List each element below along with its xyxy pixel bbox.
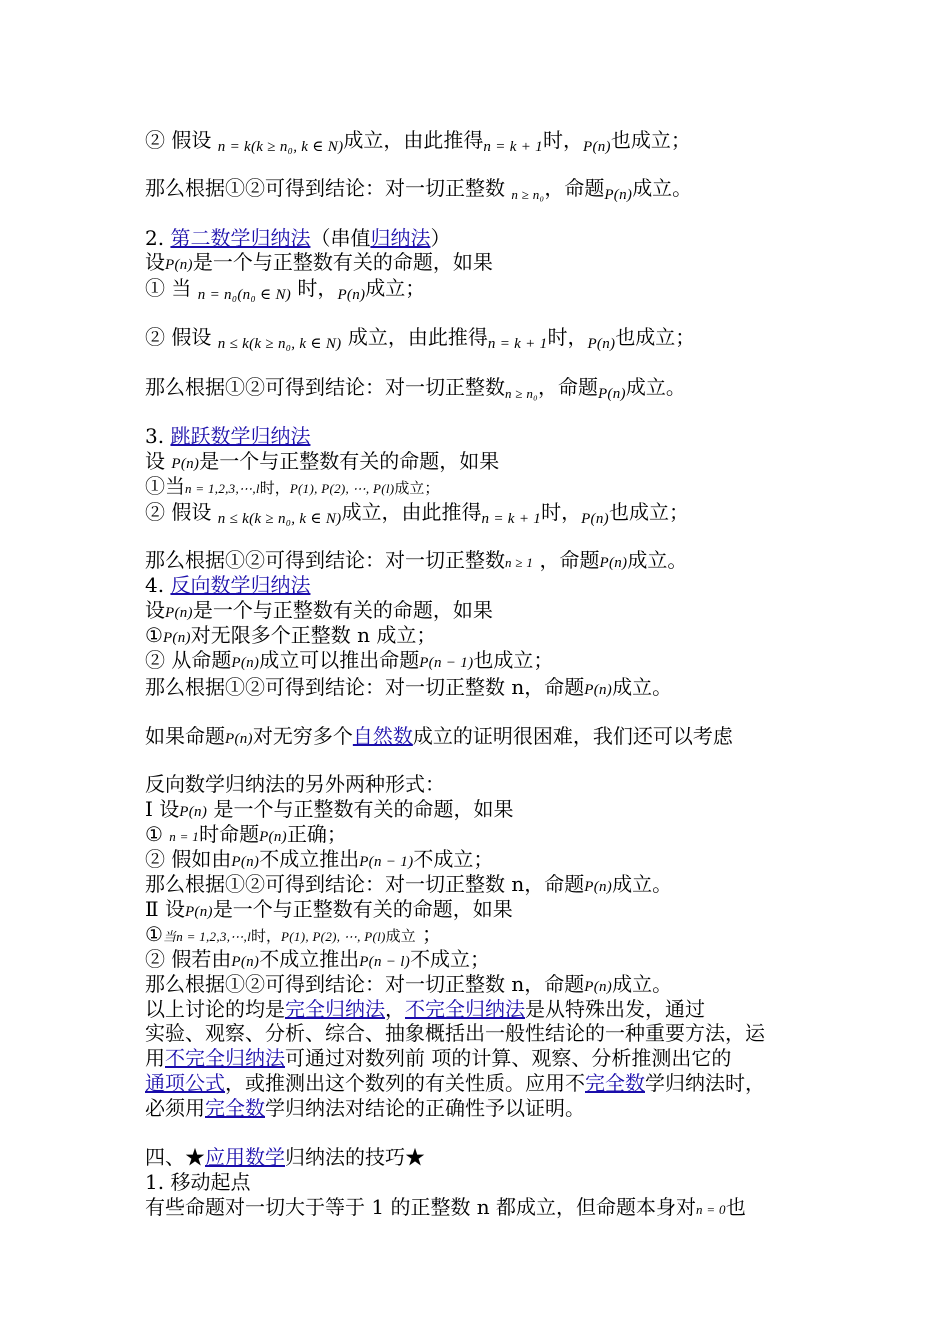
text-line xyxy=(145,675,825,702)
text-run: 是一个与正整数有关的命题，如果 xyxy=(192,598,493,622)
math-expression: P(n) xyxy=(337,287,366,303)
text-line xyxy=(145,500,825,527)
text-run: Ⅱ 设 xyxy=(145,897,185,921)
text-run: ①当 xyxy=(145,474,185,498)
text-run: ① xyxy=(145,922,163,946)
math-expression: P(n − 1) xyxy=(359,854,414,870)
text-run: 四、★ xyxy=(145,1145,205,1169)
text-run: 成立； xyxy=(394,479,440,497)
text-line xyxy=(145,972,825,999)
text-run: ② 假设 xyxy=(145,128,218,152)
text-run: 成立，由此推得 xyxy=(343,128,484,152)
math-expression: P(n) xyxy=(581,511,609,527)
text-line xyxy=(145,724,825,751)
text-line xyxy=(145,424,825,448)
text-run: ， xyxy=(385,997,405,1021)
text-run: 成立 xyxy=(385,927,416,945)
text-run: 成立。 xyxy=(612,675,673,699)
text-run: 成立； xyxy=(365,276,426,300)
math-expression: P(n) xyxy=(165,605,193,621)
math-expression: P(n) xyxy=(584,879,613,895)
text-run: 不成立； xyxy=(410,947,491,971)
text-run: 成立的证明很困难，我们还可以考虑 xyxy=(412,724,733,748)
text-run: 成立。 xyxy=(612,972,673,996)
text-run: 3. xyxy=(145,424,171,448)
text-run: 对无穷多个 xyxy=(252,724,353,748)
text-line xyxy=(145,1071,825,1095)
text-line xyxy=(145,325,825,352)
math-expression: P(n − l) xyxy=(359,954,411,970)
text-run: 不成立推出 xyxy=(259,847,360,871)
text-run: ； xyxy=(415,922,443,946)
math-expression: n ≤ k(k ≥ n₀, k ∈ N) xyxy=(217,336,342,352)
hyperlink[interactable]: 完全数 xyxy=(585,1071,645,1095)
math-expression: P(n) xyxy=(171,456,200,472)
math-expression: P(n) xyxy=(179,804,208,820)
hyperlink[interactable]: 第二数学归纳法 xyxy=(170,226,311,250)
math-expression: P(n) xyxy=(165,257,193,273)
text-run: 是从特殊出发，通过 xyxy=(525,997,705,1021)
text-run: ② 假若由 xyxy=(145,947,232,971)
text-run: ，命题 xyxy=(544,176,605,200)
text-run: 归纳法的技巧★ xyxy=(285,1145,425,1169)
text-line xyxy=(145,128,825,155)
text-run: 实验、观察、分析、综合、抽象概括出一般性结论的一种重要方法，运 xyxy=(145,1021,765,1045)
math-expression: P(n) xyxy=(225,731,253,747)
text-run: 成立。 xyxy=(625,375,686,399)
text-run: 设 xyxy=(145,598,165,622)
text-run: ② 假设 xyxy=(145,500,218,524)
text-line xyxy=(145,797,825,824)
math-expression: n ≥ n₀ xyxy=(511,187,545,202)
text-run: 成立可以推出命题 xyxy=(259,648,420,672)
text-run: 反向数学归纳法的另外两种形式： xyxy=(145,772,445,796)
text-run: 那么根据①②可得到结论：对一切正整数 xyxy=(145,548,505,572)
math-expression: n = k(k ≥ n₀, k ∈ N) xyxy=(217,139,344,155)
math-expression: P(n) xyxy=(231,655,260,671)
math-expression: 当n = 1,2,3,⋯,l xyxy=(162,929,252,944)
text-run: 也成立； xyxy=(615,325,696,349)
math-expression: n = k + 1 xyxy=(481,511,542,527)
text-line xyxy=(145,1195,825,1222)
text-run: ② 假设 xyxy=(145,325,218,349)
text-run: 成立。 xyxy=(632,176,693,200)
text-line xyxy=(145,573,825,597)
text-line xyxy=(145,598,825,625)
text-run: 学归纳法对结论的正确性予以证明。 xyxy=(265,1096,585,1120)
text-line xyxy=(145,276,825,303)
text-line xyxy=(145,648,825,675)
text-run: 必须用 xyxy=(145,1096,205,1120)
text-run: 1. 移动起点 xyxy=(145,1170,251,1194)
text-run: ① xyxy=(145,822,170,846)
math-expression: n = k + 1 xyxy=(487,336,548,352)
text-run: 是一个与正整数有关的命题，如果 xyxy=(207,797,514,821)
math-expression: P(1), P(2), ⋯, P(l) xyxy=(289,481,395,496)
text-line xyxy=(145,997,825,1021)
math-expression: n ≤ k(k ≥ n₀, k ∈ N) xyxy=(217,511,342,527)
text-run: ② 从命题 xyxy=(145,648,232,672)
hyperlink[interactable]: 自然数 xyxy=(352,724,413,748)
text-line xyxy=(145,897,825,924)
text-run: ，命题 xyxy=(533,548,600,572)
text-run: ① 当 xyxy=(145,276,198,300)
text-run: 设 xyxy=(145,449,172,473)
text-run: 时， xyxy=(259,479,290,497)
hyperlink[interactable]: 跳跃数学归纳法 xyxy=(170,424,311,448)
text-run: 成立，由此推得 xyxy=(341,500,482,524)
hyperlink[interactable]: 应用数学 xyxy=(205,1145,285,1169)
text-run: 用 xyxy=(145,1046,165,1070)
text-line xyxy=(145,922,825,949)
math-expression: P(n) xyxy=(587,336,616,352)
math-expression: n = 1 xyxy=(169,829,200,844)
math-expression: P(n) xyxy=(582,139,611,155)
text-line xyxy=(145,947,825,974)
text-run: 成立。 xyxy=(612,872,673,896)
math-expression: P(n) xyxy=(599,555,628,571)
text-run: ） xyxy=(430,226,451,250)
text-run: 那么根据①②可得到结论：对一切正整数 n，命题 xyxy=(145,872,585,896)
text-run: ② 假如由 xyxy=(145,847,232,871)
text-run: 2. xyxy=(145,226,171,250)
text-run: 时， xyxy=(542,128,583,152)
text-run: 成立。 xyxy=(627,548,688,572)
hyperlink[interactable]: 归纳法 xyxy=(370,226,431,250)
hyperlink[interactable]: 反向数学归纳法 xyxy=(170,573,311,597)
math-expression: n ≥ 1 xyxy=(505,555,534,570)
text-run: 那么根据①②可得到结论：对一切正整数 xyxy=(145,176,512,200)
math-expression: P(1), P(2), ⋯, P(l) xyxy=(281,929,386,944)
math-expression: P(n) xyxy=(162,630,191,646)
hyperlink[interactable]: 完全数 xyxy=(205,1096,265,1120)
text-line xyxy=(145,250,825,277)
hyperlink[interactable]: 不完全归纳法 xyxy=(165,1046,285,1070)
text-run: 不成立； xyxy=(413,847,494,871)
text-line xyxy=(145,872,825,899)
text-run: 对无限多个正整数 n 成立； xyxy=(190,623,437,647)
text-run: 学归纳法时， xyxy=(645,1071,765,1095)
math-expression: n = 0 xyxy=(696,1202,726,1217)
text-run: 也成立； xyxy=(610,128,691,152)
text-run: 也成立； xyxy=(608,500,689,524)
text-run: 不成立推出 xyxy=(259,947,360,971)
text-run: ，或推测出这个数列的有关性质。应用不 xyxy=(225,1071,585,1095)
math-expression: P(n) xyxy=(184,904,213,920)
text-run: （串值 xyxy=(310,226,371,250)
text-line xyxy=(145,474,825,501)
math-expression: P(n) xyxy=(231,854,260,870)
math-expression: n = 1,2,3,⋯,l xyxy=(185,481,260,496)
math-expression: P(n) xyxy=(597,386,626,402)
text-line xyxy=(145,1170,825,1194)
math-expression: P(n) xyxy=(231,954,260,970)
text-line xyxy=(145,548,825,575)
math-expression: P(n) xyxy=(604,187,633,203)
math-expression: P(n) xyxy=(259,829,287,845)
hyperlink[interactable]: 不完全归纳法 xyxy=(405,997,525,1021)
text-run: 有些命题对一切大于等于 1 的正整数 n 都成立，但命题本身对 xyxy=(145,1195,697,1219)
math-expression: n = n₀(n₀ ∈ N) xyxy=(197,287,292,303)
text-run: 时命题 xyxy=(199,822,260,846)
math-expression: P(n) xyxy=(584,682,613,698)
text-run: 设 xyxy=(145,250,165,274)
text-line xyxy=(145,1046,825,1070)
text-run: 可通过对数列前 项的计算、观察、分析推测出它的 xyxy=(285,1046,732,1070)
text-run: 那么根据①②可得到结论：对一切正整数 n，命题 xyxy=(145,675,585,699)
text-line xyxy=(145,1145,825,1169)
text-line xyxy=(145,1096,825,1120)
text-run: ① xyxy=(145,623,163,647)
text-run: 4. xyxy=(145,573,171,597)
text-run: 时， xyxy=(541,500,582,524)
math-expression: P(n − 1) xyxy=(419,655,474,671)
text-line xyxy=(145,623,825,650)
text-line xyxy=(145,449,825,476)
text-line xyxy=(145,226,825,250)
text-run: 也 xyxy=(725,1195,746,1219)
text-line xyxy=(145,176,825,203)
text-run: 时， xyxy=(251,927,282,945)
text-run: Ⅰ 设 xyxy=(145,797,180,821)
hyperlink[interactable]: 完全归纳法 xyxy=(285,997,385,1021)
text-line xyxy=(145,772,825,796)
math-expression: P(n) xyxy=(584,979,613,995)
math-expression: n ≥ n₀ xyxy=(505,386,538,401)
text-run: 成立，由此推得 xyxy=(341,325,488,349)
text-line xyxy=(145,847,825,874)
text-run: 时， xyxy=(547,325,588,349)
math-expression: n = k + 1 xyxy=(483,139,543,155)
text-line xyxy=(145,1021,825,1045)
text-run: ，命题 xyxy=(537,375,598,399)
text-run: 是一个与正整数有关的命题，如果 xyxy=(192,250,493,274)
hyperlink[interactable]: 通项公式 xyxy=(145,1071,225,1095)
text-run: 那么根据①②可得到结论：对一切正整数 n，命题 xyxy=(145,972,585,996)
text-run: 是一个与正整数有关的命题，如果 xyxy=(199,449,500,473)
text-run: 那么根据①②可得到结论：对一切正整数 xyxy=(145,375,505,399)
text-run: 时， xyxy=(291,276,338,300)
text-run: 也成立； xyxy=(473,648,554,672)
text-run: 正确； xyxy=(286,822,347,846)
text-run: 如果命题 xyxy=(145,724,225,748)
text-run: 是一个与正整数有关的命题，如果 xyxy=(212,897,513,921)
text-line xyxy=(145,375,825,402)
text-line xyxy=(145,822,825,849)
text-run: 以上讨论的均是 xyxy=(145,997,285,1021)
